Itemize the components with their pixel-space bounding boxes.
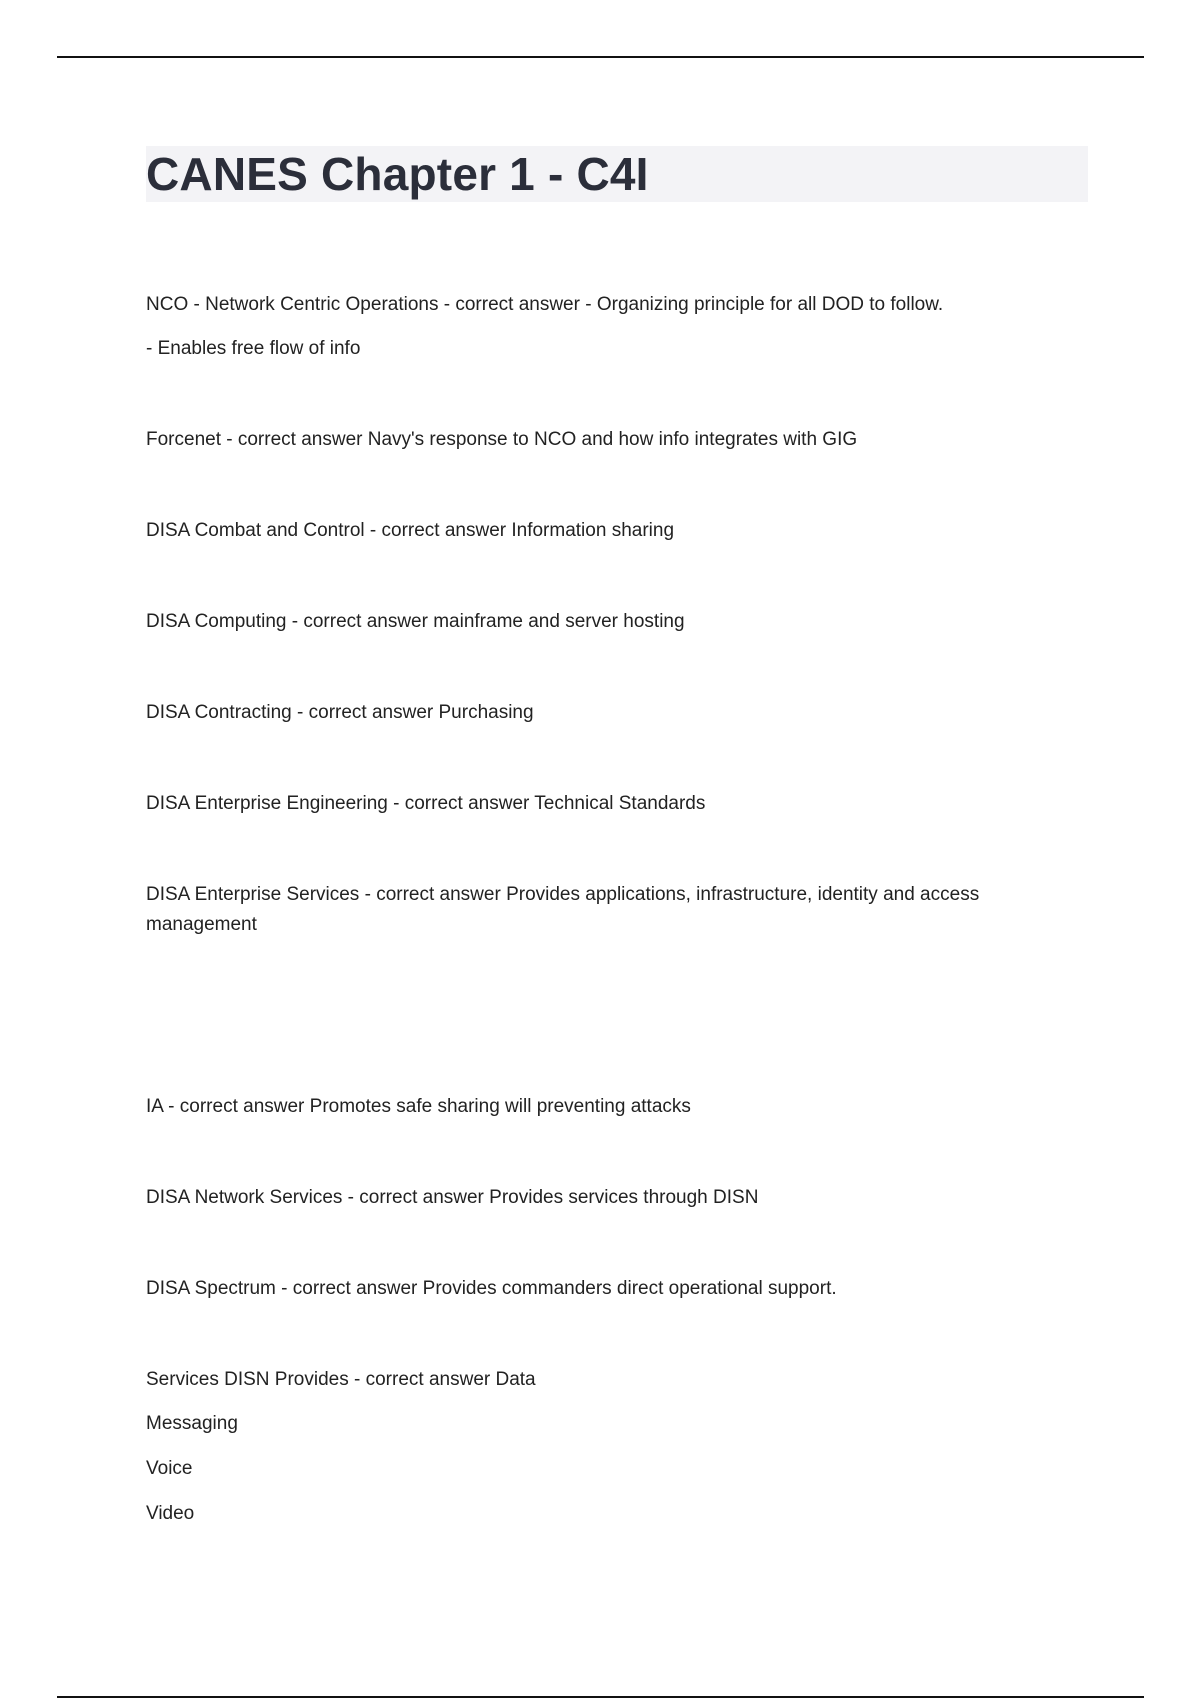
list-item — [146, 516, 1046, 546]
list-item — [146, 290, 1046, 364]
entry-text: Forcenet - correct answer Navy's response to NCO and how info integrates with GIG — [146, 429, 858, 450]
entry-text: DISA Enterprise Engineering - correct answer Technical Standards — [146, 793, 706, 814]
list-item — [146, 425, 1046, 455]
list-item — [146, 1274, 1046, 1304]
entry-continuation: - Enables free flow of info — [146, 338, 361, 359]
entry-text: Services DISN Provides - correct answer Data — [146, 1369, 536, 1390]
entry-text: DISA Contracting - correct answer Purchasing — [146, 702, 534, 723]
bottom-rule — [57, 1696, 1144, 1698]
entry-text: NCO - Network Centric Operations - correct answer - Organizing principle for all DOD to follow. — [146, 294, 944, 315]
entry-continuation: Voice — [146, 1458, 193, 1479]
page-title: CANES Chapter 1 - C4I — [146, 148, 649, 200]
list-item — [146, 607, 1046, 637]
entry-text: DISA Enterprise Services - correct answer Provides applications, infrastructure, identity and access management — [146, 884, 980, 935]
entry-text: DISA Combat and Control - correct answer Information sharing — [146, 520, 675, 541]
list-item — [146, 698, 1046, 728]
entry-continuation: Messaging — [146, 1413, 238, 1434]
entry-text: DISA Spectrum - correct answer Provides commanders direct operational support. — [146, 1278, 837, 1299]
entry-text: DISA Network Services - correct answer Provides services through DISN — [146, 1187, 759, 1208]
list-item — [146, 1183, 1046, 1213]
entry-text: DISA Computing - correct answer mainframe and server hosting — [146, 611, 685, 632]
entry-text: IA - correct answer Promotes safe sharing will preventing attacks — [146, 1096, 691, 1117]
top-rule — [57, 56, 1144, 58]
entry-continuation: Video — [146, 1503, 195, 1524]
list-item — [146, 880, 1046, 940]
list-item — [146, 1092, 1046, 1122]
list-item — [146, 1365, 1046, 1529]
list-item — [146, 789, 1046, 819]
